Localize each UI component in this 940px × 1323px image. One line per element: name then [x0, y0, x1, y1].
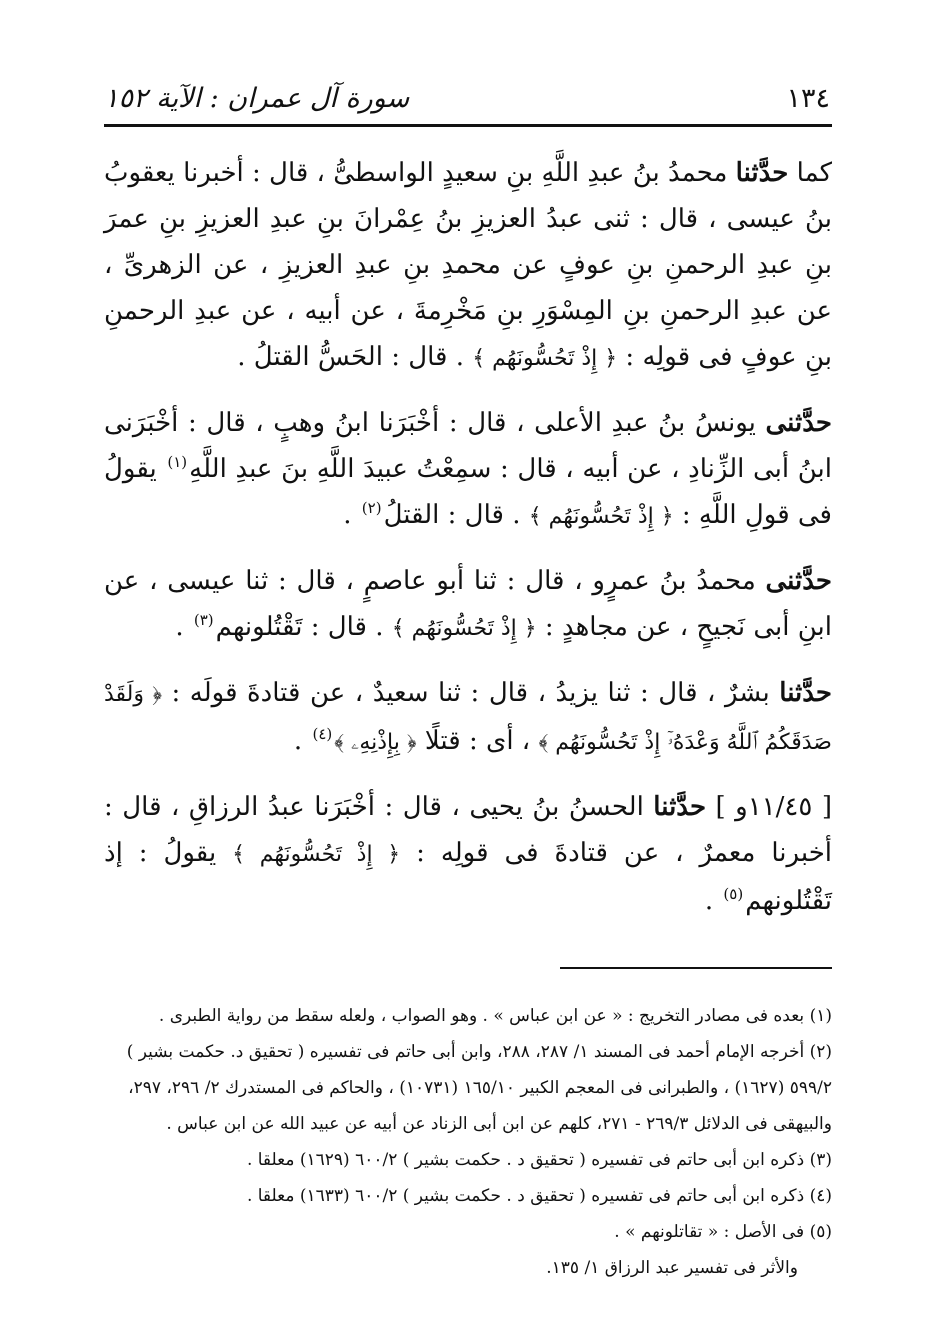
running-title: سورة آل عمران : الآية ١٥٢ — [104, 83, 410, 114]
quran-quote: ﴿ إِذْ تَحُسُّونَهُم ﴾ — [472, 346, 618, 371]
paragraph-text: يونسُ بنُ عبدِ الأعلى ، قال : أخْبَرَنا ابنُ وهبٍ ، قال : أخْبَرَنى ابنُ أبى الزِّنادِ ، عن أبيه ، قال : سمِعْتُ عبيدَ اللَّهِ بنَ عبدِ اللَّهِ — [104, 408, 832, 484]
paragraph-end: . — [343, 500, 360, 530]
paragraph-text-continued: ، أى : قتلًا — [416, 726, 539, 756]
page-header — [104, 70, 830, 114]
footnote-item: (٤) ذكره ابن أبى حاتم فى تفسيره ( تحقيق د . حكمت بشير ) ٦٠٠/٢ (١٦٣٣) معلقا . — [246, 1186, 832, 1206]
narration-keyword: حدَّثنى — [765, 408, 832, 438]
footnote-ref: (٤) — [312, 725, 333, 744]
footnote-item: (٢) أخرجه الإمام أحمد فى المسند ١/ ٢٨٧، ٢٨٨، وابن أبى حاتم فى تفسيره ( تحقيق د. حكمت بشير ) ٥٩٩/٢ (١٦٢٧) ، والطبرانى فى المعجم الكبير ١٦٥/١٠ (١٠٧٣١) ، والحاكم فى المستدرك ٢/ ٢٩٦، ٢٩٧، والبيهقى فى الدلائل ٢٦٩/٣ - ٢٧١، كلهم عن ابن أبى الزناد عن أبيه عن عبيد الله عن ابن عباس . — [126, 1042, 832, 1134]
narration-keyword: حدَّثنا — [779, 678, 832, 708]
quran-quote: ﴿ إِذْ تَحُسُّونَهُم ﴾ — [232, 842, 401, 867]
footnote-item: (٣) ذكره ابن أبى حاتم فى تفسيره ( تحقيق د . حكمت بشير ) ٦٠٠/٢ (١٦٢٩) معلقا . — [246, 1150, 832, 1170]
paragraph-text: محمدُ بنُ عمرٍو ، قال : ثنا أبو عاصمٍ ، قال : ثنا عيسى ، عن ابنِ أبى نَجيحٍ ، عن مجاهدٍ : — [104, 566, 832, 642]
main-text — [104, 150, 832, 942]
narration-keyword: حدَّثنا — [735, 158, 789, 188]
paragraph-text-continued: . قال : تَقْتُلونهم — [215, 612, 392, 642]
paragraph-text: محمدُ بنُ عبدِ اللَّهِ بنِ سعيدٍ الواسطىُّ ، قال : أخبرنا يعقوبُ بنُ عيسى ، قال : ثنى عبدُ العزيزِ بنُ عِمْرانَ بنِ عبدِ العزيزِ بنِ عمرَ بنِ عبدِ الرحمنِ بنِ عوفٍ عن محمدِ بنِ عبدِ العزيزِ ، عن الزهرىِّ ، عن عبدِ الرحمنِ بنِ المِسْوَرِ بنِ مَخْرِمةَ ، عن أبيه ، عن عبدِ الرحمنِ بنِ عوفٍ فى قولِه : — [104, 158, 832, 372]
footnote-ref: (٣) — [193, 611, 214, 630]
volume-page-marker: [ ١١/٤٥و ] — [706, 792, 832, 822]
paragraph-text: الحسنُ بنُ يحيى ، قال : أخْبَرَنا عبدُ الرزاقِ ، قال : أخبرنا معمرٌ ، عن قتادةَ فى قولِه : — [104, 792, 832, 868]
footnote-item: (١) بعده فى مصادر التخريج : « عن ابن عباس » . وهو الصواب ، ولعله سقط من رواية الطبرى . — [158, 1006, 832, 1026]
footnote-ref: (٥) — [723, 885, 744, 904]
paragraph — [104, 558, 832, 652]
footnote-ref: (١) — [167, 453, 188, 472]
paragraph-text-continued: يقولُ فى قولِ اللَّهِ : — [104, 454, 832, 530]
paragraph-text: بشرٌ ، قال : ثنا يزيدُ ، قال : ثنا سعيدٌ ، عن قتادةَ قولَه : — [162, 678, 780, 708]
page-number: ١٣٤ — [786, 83, 830, 114]
narration-keyword: حدَّثنا — [653, 792, 707, 822]
quran-quote: ﴿ وَلَقَدْ صَدَقَكُمُ ٱللَّهُ وَعْدَهُۥٓ إِذْ تَحُسُّونَهُم ﴾ — [104, 682, 832, 755]
paragraph-lead: كما — [788, 158, 832, 188]
paragraph — [104, 670, 832, 766]
narration-keyword: حدَّثنى — [765, 566, 832, 596]
footnote-item: (٥) فى الأصل : « تقاتلونهم » . — [614, 1222, 832, 1242]
footnotes — [104, 998, 832, 1286]
paragraph — [104, 400, 832, 540]
header-rule — [104, 124, 832, 127]
quran-quote: ﴿ بِإِذْنِهِۦ ﴾ — [334, 730, 417, 755]
paragraph-text-continued: . قال : القتلُ — [383, 500, 529, 530]
paragraph — [104, 150, 832, 382]
paragraph-end: . — [293, 726, 311, 756]
paragraph-end: . — [704, 886, 722, 916]
footnote-separator — [560, 967, 832, 969]
quran-quote: ﴿ إِذْ تَحُسُّونَهُم ﴾ — [391, 616, 537, 641]
paragraph-text-continued: يقولُ : إذ تَقْتُلونهم — [104, 838, 832, 916]
paragraph — [104, 784, 832, 924]
paragraph-text-continued: . قال : الحَسُّ القتلُ . — [237, 342, 473, 372]
paragraph-end: . — [175, 612, 192, 642]
quran-quote: ﴿ إِذْ تَحُسُّونَهُم ﴾ — [528, 504, 674, 529]
footnote-continuation: والأثر فى تفسير عبد الرزاق ١/ ١٣٥. — [546, 1258, 798, 1278]
footnote-ref: (٢) — [361, 499, 382, 518]
